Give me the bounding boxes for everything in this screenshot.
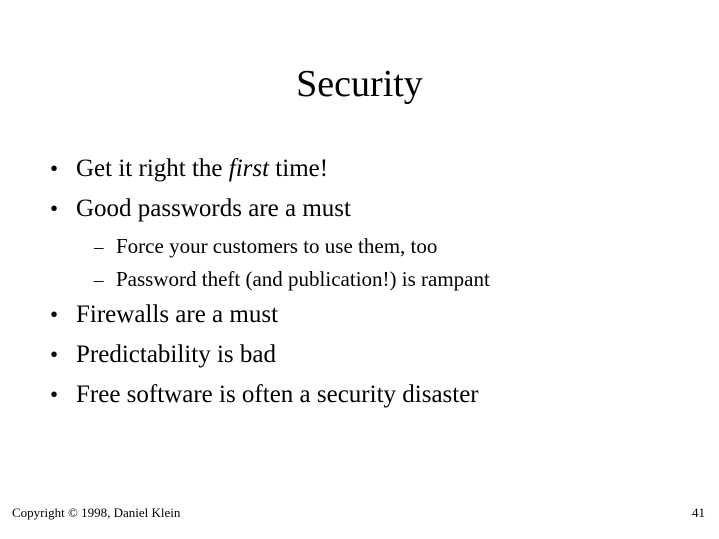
- list-item-text-emphasis: first: [228, 155, 270, 182]
- bullet-icon: •: [50, 342, 59, 367]
- bullet-icon: •: [50, 156, 59, 181]
- page-title: Security: [296, 63, 423, 105]
- list-item-text: Password theft (and publication!) is rampant: [116, 267, 490, 291]
- bullet-icon: •: [50, 302, 59, 327]
- list-item-text: Firewalls are a must: [76, 301, 279, 328]
- list-item-text-post: time!: [269, 155, 329, 182]
- list-item: [50, 265, 670, 294]
- bullet-icon: •: [50, 196, 59, 221]
- list-item: [50, 298, 670, 331]
- list-item-text: Good passwords are a must: [76, 195, 351, 222]
- list-item: [50, 232, 670, 261]
- list-item: [50, 152, 670, 185]
- bullet-icon: •: [50, 382, 59, 407]
- list-item-text: [76, 152, 328, 185]
- list-item: [50, 338, 670, 371]
- list-item-text: Predictability is bad: [76, 341, 276, 368]
- page-number: 41: [692, 505, 705, 520]
- list-item-text-pre: Get it right the: [76, 155, 229, 182]
- list-item-text: Free software is often a security disaster: [76, 381, 479, 408]
- bullet-list: [50, 152, 670, 418]
- copyright-footer: Copyright © 1998, Daniel Klein: [12, 505, 181, 520]
- dash-icon: –: [94, 270, 104, 291]
- list-item-text: Force your customers to use them, too: [116, 234, 438, 258]
- list-item: [50, 192, 670, 225]
- list-item: [50, 378, 670, 411]
- dash-icon: –: [94, 237, 104, 258]
